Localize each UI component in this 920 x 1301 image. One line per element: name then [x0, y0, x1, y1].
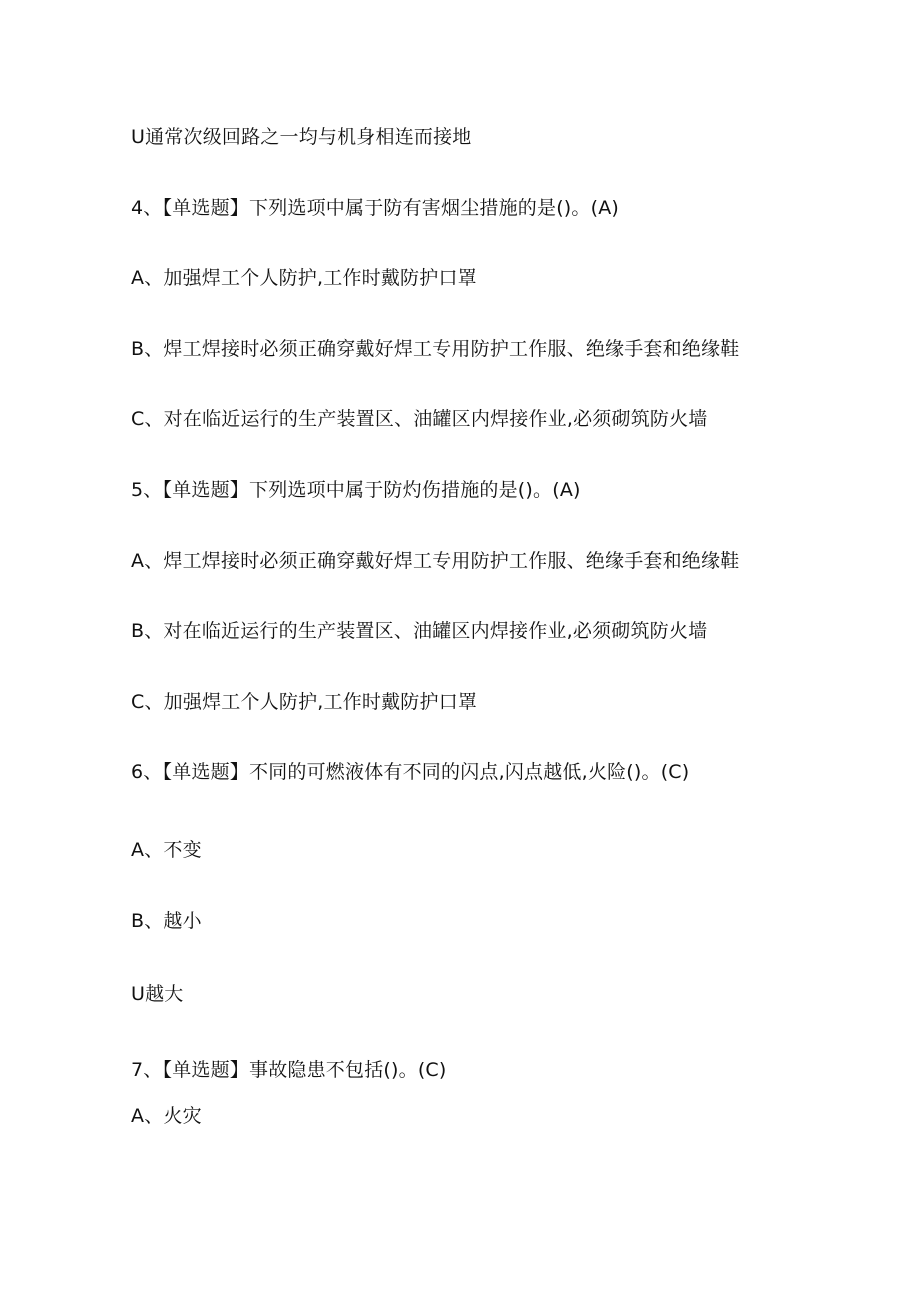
option-line: C、加强焊工个人防护,工作时戴防护口罩	[131, 691, 478, 713]
option-line: A、焊工焊接时必须正确穿戴好焊工专用防护工作服、绝缘手套和绝缘鞋	[131, 550, 740, 572]
question-4: 4、【单选题】下列选项中属于防有害烟尘措施的是()。(A)	[131, 197, 620, 219]
question-7: 7、【单选题】事故隐患不包括()。(C)	[131, 1059, 447, 1081]
option-line: B、越小	[131, 910, 202, 932]
option-line: B、焊工焊接时必须正确穿戴好焊工专用防护工作服、绝缘手套和绝缘鞋	[131, 338, 740, 360]
option-line: U通常次级回路之一均与机身相连而接地	[131, 126, 472, 148]
option-line: A、不变	[131, 839, 202, 861]
option-line: C、对在临近运行的生产装置区、油罐区内焊接作业,必须砌筑防火墙	[131, 408, 708, 430]
option-line: U越大	[131, 983, 184, 1005]
option-line: A、加强焊工个人防护,工作时戴防护口罩	[131, 267, 477, 289]
question-6: 6、【单选题】不同的可燃液体有不同的闪点,闪点越低,火险()。(C)	[131, 761, 690, 783]
option-line: B、对在临近运行的生产装置区、油罐区内焊接作业,必须砌筑防火墙	[131, 620, 708, 642]
question-5: 5、【单选题】下列选项中属于防灼伤措施的是()。(A)	[131, 479, 581, 501]
option-line: A、火灾	[131, 1105, 202, 1127]
